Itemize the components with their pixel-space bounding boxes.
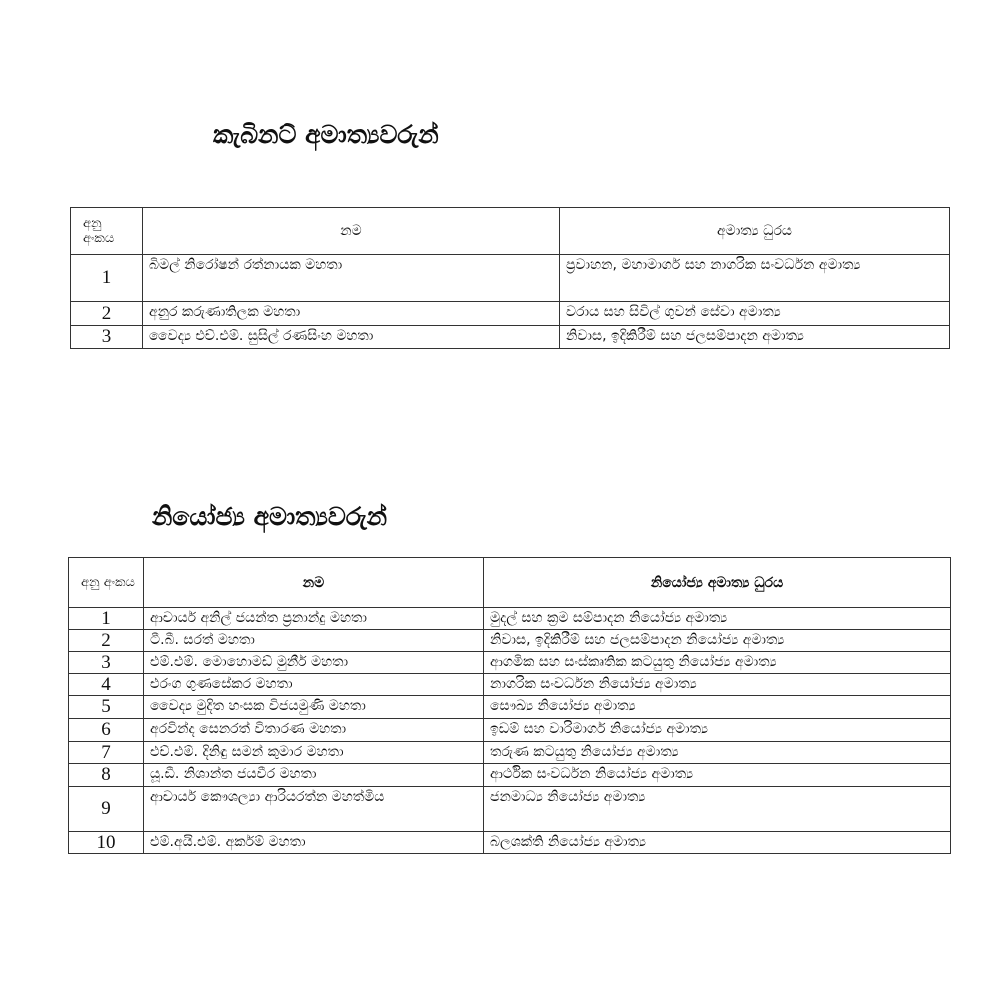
row-number: 2 bbox=[69, 630, 144, 652]
row-number: 2 bbox=[71, 302, 143, 326]
row-name: ටී.බී. සරත් මහතා bbox=[144, 630, 484, 652]
table-row bbox=[69, 764, 951, 787]
row-number: 3 bbox=[71, 326, 143, 349]
table-row bbox=[71, 326, 950, 349]
row-name: අනුර කරුණාතිලක මහතා bbox=[143, 302, 560, 326]
row-portfolio: ආර්ථික සංවර්ධන නියෝජ්‍ය අමාත්‍ය bbox=[484, 764, 951, 787]
row-portfolio: බලශක්ති නියෝජ්‍ය අමාත්‍ය bbox=[484, 832, 951, 854]
deputy-ministers-table bbox=[68, 557, 951, 854]
row-portfolio: නිවාස, ඉදිකිරීම් සහ ජලසම්පාදන අමාත්‍ය bbox=[560, 326, 950, 349]
row-portfolio: වරාය සහ සිවිල් ගුවන් සේවා අමාත්‍ය bbox=[560, 302, 950, 326]
table-header-row bbox=[69, 558, 951, 608]
row-number: 6 bbox=[69, 719, 144, 742]
table-row bbox=[69, 696, 951, 719]
column-header-number: අනු අංකය bbox=[71, 208, 143, 255]
row-portfolio: ආගමික සහ සංස්කෘතික කටයුතු නියෝජ්‍ය අමාත්‍ය bbox=[484, 652, 951, 674]
deputy-ministers-title: නියෝජ්‍ය අමාත්‍යවරුන් bbox=[152, 502, 388, 531]
column-header-portfolio: අමාත්‍ය ධුරය bbox=[560, 208, 950, 255]
table-row bbox=[69, 652, 951, 674]
row-portfolio: නාගරික සංවර්ධන නියෝජ්‍ය අමාත්‍ය bbox=[484, 674, 951, 696]
table-row bbox=[69, 742, 951, 764]
table-header-row bbox=[71, 208, 950, 255]
row-portfolio: සෞඛ්‍ය නියෝජ්‍ය අමාත්‍ය bbox=[484, 696, 951, 719]
row-number: 5 bbox=[69, 696, 144, 719]
table-row bbox=[69, 787, 951, 832]
column-header-portfolio: නියෝජ්‍ය අමාත්‍ය ධුරය bbox=[484, 558, 951, 608]
row-portfolio: නිවාස, ඉදිකිරීම් සහ ජලසම්පාදන නියෝජ්‍ය අමාත්‍ය bbox=[484, 630, 951, 652]
row-name: එච්.එම්. දිනිඳු සමන් කුමාර මහතා bbox=[144, 742, 484, 764]
row-number: 7 bbox=[69, 742, 144, 764]
row-name: එම්.එම්. මොහොමඩ් මුනීර් මහතා bbox=[144, 652, 484, 674]
cabinet-ministers-table bbox=[70, 207, 950, 349]
row-name: ආචාර්ය කෞශල්‍යා ආරියරත්න මහත්මිය bbox=[144, 787, 484, 832]
row-name: එරංග ගුණසේකර මහතා bbox=[144, 674, 484, 696]
row-name: වෛද්‍ය මුදිත හංසක විජයමුණි මහතා bbox=[144, 696, 484, 719]
row-portfolio: ප්‍රවාහන, මහාමාර්ග සහ නාගරික සංවර්ධන අමාත්‍ය bbox=[560, 255, 950, 302]
row-number: 1 bbox=[69, 608, 144, 630]
row-number: 1 bbox=[71, 255, 143, 302]
table-row bbox=[69, 832, 951, 854]
cabinet-ministers-title: කැබිනට් අමාත්‍යවරුන් bbox=[213, 120, 439, 149]
row-number: 10 bbox=[69, 832, 144, 854]
row-portfolio: ඉඩම් සහ වාරිමාර්ග නියෝජ්‍ය අමාත්‍ය bbox=[484, 719, 951, 742]
column-header-name: නම bbox=[143, 208, 560, 255]
row-portfolio: ජනමාධ්‍ය නියෝජ්‍ය අමාත්‍ය bbox=[484, 787, 951, 832]
table-row bbox=[69, 674, 951, 696]
row-number: 3 bbox=[69, 652, 144, 674]
table-row bbox=[69, 719, 951, 742]
row-name: වෛද්‍ය එච්.එම්. සුසිල් රණසිංහ මහතා bbox=[143, 326, 560, 349]
column-header-number: අනු අංකය bbox=[69, 558, 144, 608]
row-number: 4 bbox=[69, 674, 144, 696]
row-number: 8 bbox=[69, 764, 144, 787]
table-row bbox=[69, 608, 951, 630]
table-row bbox=[69, 630, 951, 652]
table-row bbox=[71, 302, 950, 326]
row-portfolio: මුදල් සහ ක්‍රම සම්පාදන නියෝජ්‍ය අමාත්‍ය bbox=[484, 608, 951, 630]
table-row bbox=[71, 255, 950, 302]
row-portfolio: තරුණ කටයුතු නියෝජ්‍ය අමාත්‍ය bbox=[484, 742, 951, 764]
row-number: 9 bbox=[69, 787, 144, 832]
row-name: බිමල් නිරෝෂන් රත්නායක මහතා bbox=[143, 255, 560, 302]
column-header-name: නම bbox=[144, 558, 484, 608]
row-name: අරවින්ද සෙනරත් විතාරණ මහතා bbox=[144, 719, 484, 742]
row-name: ආචාර්ය අනිල් ජයන්ත ප්‍රනාන්දු මහතා bbox=[144, 608, 484, 630]
row-name: යූ.ඩී. නිශාන්ත ජයවීර මහතා bbox=[144, 764, 484, 787]
row-name: එම්.අයි.එම්. අර්කම් මහතා bbox=[144, 832, 484, 854]
